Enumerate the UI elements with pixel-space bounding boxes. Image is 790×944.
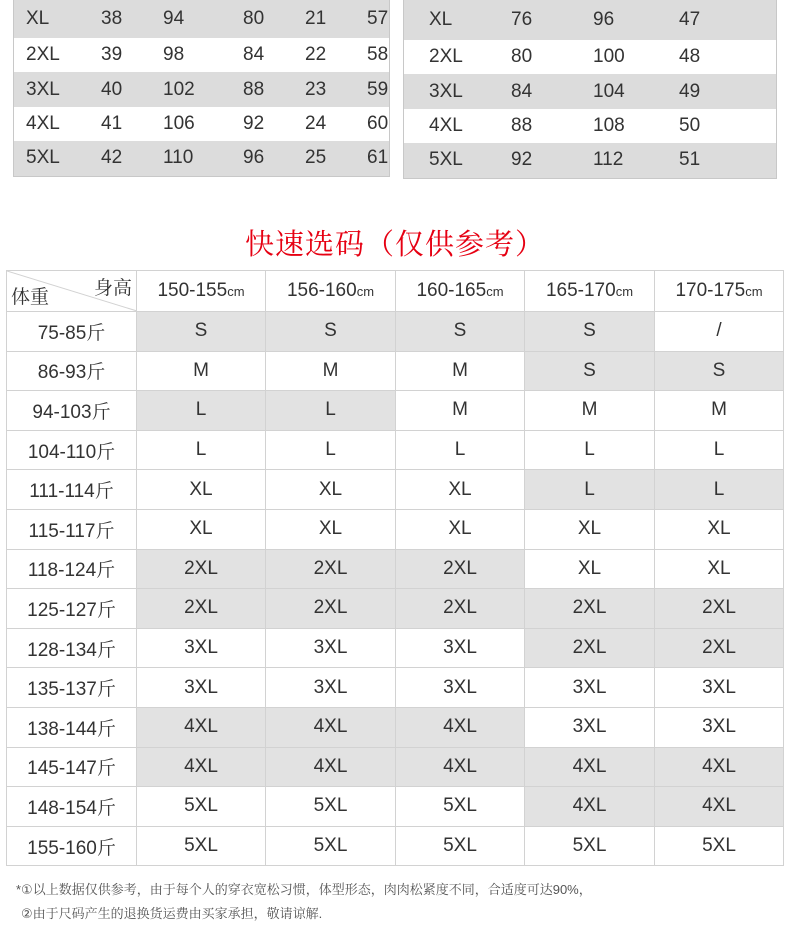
size-cell: S [525, 312, 655, 352]
size-cell: 2XL [137, 589, 266, 629]
quick-size-title: 快速选码（仅供参考） [244, 229, 545, 261]
height-range: 165-170 [545, 280, 616, 301]
size-cell: 58 [367, 44, 389, 66]
size-cell: 3XL [396, 628, 525, 668]
weight-label: 体重 [11, 287, 50, 308]
size-cell: M [655, 391, 784, 431]
size-cell: 60 [367, 112, 389, 134]
size-cell: 5XL [137, 787, 266, 827]
height-unit: cm [615, 284, 634, 299]
height-unit: cm [356, 284, 375, 299]
height-label: 身高 [93, 278, 132, 299]
notes [16, 878, 592, 926]
size-row [14, 141, 390, 176]
size-cell: S [655, 351, 784, 391]
size-cell: M [137, 351, 266, 391]
size-cell: 49 [679, 74, 777, 108]
size-cell: L [525, 430, 655, 470]
size-cell: 5XL [14, 141, 102, 176]
table-row [7, 668, 784, 708]
size-cell: XL [266, 509, 396, 549]
size-table-left [13, 0, 390, 177]
size-cell: L [655, 470, 784, 510]
size-cell: 3XL [14, 72, 102, 106]
size-cell: L [137, 391, 266, 431]
size-cell: 88 [243, 72, 305, 106]
size-cell: XL [137, 470, 266, 510]
size-cell: 4XL [655, 747, 784, 787]
size-cell: L [655, 430, 784, 470]
height-range: 150-155 [157, 280, 228, 301]
weight-cell: 94-103斤 [7, 391, 137, 431]
size-cell: 51 [679, 143, 777, 178]
table-row [7, 747, 784, 787]
note-line-1: *①以上数据仅供参考，由于每个人的穿衣宽松习惯，体型形态，肉肉松紧度不同，合适度可达90%， [16, 882, 592, 897]
weight-cell: 128-134斤 [7, 628, 137, 668]
size-cell: 61 [367, 141, 390, 176]
size-cell: 3XL [525, 707, 655, 747]
size-cell: 80 [511, 46, 533, 68]
size-cell: 42 [101, 141, 163, 176]
table-row [7, 509, 784, 549]
height-header [525, 271, 655, 312]
size-cell: 88 [511, 114, 533, 136]
size-cell: / [655, 312, 784, 352]
size-cell: 5XL [525, 826, 655, 866]
size-cell: XL [266, 470, 396, 510]
size-cell: 2XL [429, 46, 463, 68]
size-cell: 59 [367, 72, 390, 106]
size-cell: 4XL [137, 747, 266, 787]
size-row [14, 38, 390, 72]
table-row [7, 391, 784, 431]
size-cell: L [266, 391, 396, 431]
size-cell: 38 [101, 0, 163, 38]
height-header [655, 271, 784, 312]
weight-cell: 125-127斤 [7, 589, 137, 629]
size-cell: 24 [305, 112, 327, 134]
height-range: 156-160 [286, 280, 357, 301]
height-header [137, 271, 266, 312]
size-row [404, 74, 777, 108]
weight-cell: 145-147斤 [7, 747, 137, 787]
size-cell: XL [655, 509, 784, 549]
grid-header-row [7, 271, 784, 312]
size-cell: 4XL [26, 112, 60, 134]
weight-cell: 75-85斤 [7, 312, 137, 352]
size-cell: L [137, 430, 266, 470]
height-unit: cm [745, 284, 763, 299]
size-cell: 2XL [525, 589, 655, 629]
size-cell: 2XL [525, 628, 655, 668]
size-cell: 4XL [396, 707, 525, 747]
size-cell: XL [655, 549, 784, 589]
size-row [404, 143, 777, 178]
size-cell: S [396, 312, 525, 352]
size-cell: 96 [243, 141, 305, 176]
size-cell: 22 [305, 44, 327, 66]
weight-cell: 118-124斤 [7, 549, 137, 589]
size-cell: 5XL [396, 826, 525, 866]
size-cell: 84 [511, 74, 593, 108]
size-cell: 100 [593, 46, 625, 68]
size-cell: 84 [243, 44, 265, 66]
size-cell: 3XL [266, 628, 396, 668]
size-cell: 41 [101, 112, 123, 134]
size-cell: S [266, 312, 396, 352]
size-cell: 50 [679, 114, 701, 136]
weight-cell: 155-160斤 [7, 826, 137, 866]
size-row [404, 109, 777, 143]
size-cell: 102 [163, 72, 243, 106]
size-cell: 5XL [137, 826, 266, 866]
size-cell: 4XL [396, 747, 525, 787]
size-cell: L [266, 430, 396, 470]
height-header [266, 271, 396, 312]
quick-size-grid [6, 270, 784, 866]
size-cell: 4XL [266, 707, 396, 747]
size-cell: 4XL [266, 747, 396, 787]
size-cell: 92 [243, 112, 265, 134]
size-row [404, 0, 777, 40]
size-cell: 96 [593, 0, 679, 40]
size-cell: 2XL [266, 549, 396, 589]
size-row [14, 0, 390, 38]
size-cell: 2XL [655, 628, 784, 668]
size-cell: 3XL [525, 668, 655, 708]
size-cell: 5XL [266, 826, 396, 866]
note-line-2: ②由于尺码产生的退换货运费由买家承担，敬请谅解. [21, 906, 323, 921]
size-cell: L [396, 430, 525, 470]
size-cell: 4XL [525, 747, 655, 787]
table-row [7, 628, 784, 668]
weight-cell: 86-93斤 [7, 351, 137, 391]
size-cell: 98 [163, 44, 185, 66]
height-unit: cm [486, 284, 504, 299]
table-row [7, 430, 784, 470]
size-cell: 57 [367, 0, 390, 38]
size-cell: M [525, 391, 655, 431]
size-cell: 104 [593, 74, 679, 108]
size-cell: 4XL [429, 114, 463, 136]
table-row [7, 787, 784, 827]
size-table-right [403, 0, 777, 179]
size-cell: 47 [679, 0, 777, 40]
size-cell: M [396, 391, 525, 431]
size-cell: 21 [305, 0, 367, 38]
size-cell: 92 [511, 143, 593, 178]
size-cell: 2XL [137, 549, 266, 589]
size-cell: 48 [679, 46, 701, 68]
size-cell: 2XL [396, 549, 525, 589]
size-cell: XL [525, 509, 655, 549]
size-cell: 3XL [266, 668, 396, 708]
weight-cell: 135-137斤 [7, 668, 137, 708]
size-cell: M [266, 351, 396, 391]
size-row [404, 40, 777, 74]
corner-cell [7, 271, 137, 312]
height-unit: cm [227, 284, 245, 299]
size-cell: XL [396, 509, 525, 549]
size-cell: 76 [511, 0, 593, 40]
size-cell: XL [404, 0, 512, 40]
size-cell: 2XL [26, 44, 60, 66]
size-cell: 39 [101, 44, 123, 66]
height-range: 160-165 [416, 280, 487, 301]
size-cell: 2XL [655, 589, 784, 629]
size-cell: 4XL [655, 787, 784, 827]
weight-cell: 104-110斤 [7, 430, 137, 470]
size-cell: XL [525, 549, 655, 589]
size-cell: 110 [163, 141, 243, 176]
table-row [7, 707, 784, 747]
size-row [14, 107, 390, 141]
size-cell: 3XL [396, 668, 525, 708]
size-cell: M [396, 351, 525, 391]
size-cell: 4XL [137, 707, 266, 747]
size-cell: 23 [305, 72, 367, 106]
table-row [7, 549, 784, 589]
weight-cell: 138-144斤 [7, 707, 137, 747]
weight-cell: 111-114斤 [7, 470, 137, 510]
size-row [14, 72, 390, 106]
height-header [396, 271, 525, 312]
size-cell: L [525, 470, 655, 510]
size-cell: 5XL [396, 787, 525, 827]
table-row [7, 312, 784, 352]
table-row [7, 470, 784, 510]
size-cell: 3XL [655, 707, 784, 747]
size-cell: 5XL [266, 787, 396, 827]
size-cell: S [525, 351, 655, 391]
table-row [7, 826, 784, 866]
size-cell: 112 [593, 143, 679, 178]
size-cell: 3XL [404, 74, 512, 108]
size-cell: S [137, 312, 266, 352]
size-cell: XL [14, 0, 102, 38]
weight-cell: 148-154斤 [7, 787, 137, 827]
size-cell: 25 [305, 141, 367, 176]
size-cell: 3XL [137, 628, 266, 668]
size-cell: 4XL [525, 787, 655, 827]
size-cell: 2XL [266, 589, 396, 629]
height-range: 170-175 [675, 280, 746, 301]
weight-cell: 115-117斤 [7, 509, 137, 549]
size-cell: 106 [163, 112, 195, 134]
size-cell: 5XL [404, 143, 512, 178]
size-cell: 80 [243, 0, 305, 38]
size-cell: 2XL [396, 589, 525, 629]
size-cell: 5XL [655, 826, 784, 866]
size-cell: 3XL [655, 668, 784, 708]
size-cell: 3XL [137, 668, 266, 708]
size-cell: 108 [593, 114, 625, 136]
table-row [7, 351, 784, 391]
size-cell: 40 [101, 72, 163, 106]
table-row [7, 589, 784, 629]
size-cell: XL [396, 470, 525, 510]
size-cell: XL [137, 509, 266, 549]
size-cell: 94 [163, 0, 243, 38]
